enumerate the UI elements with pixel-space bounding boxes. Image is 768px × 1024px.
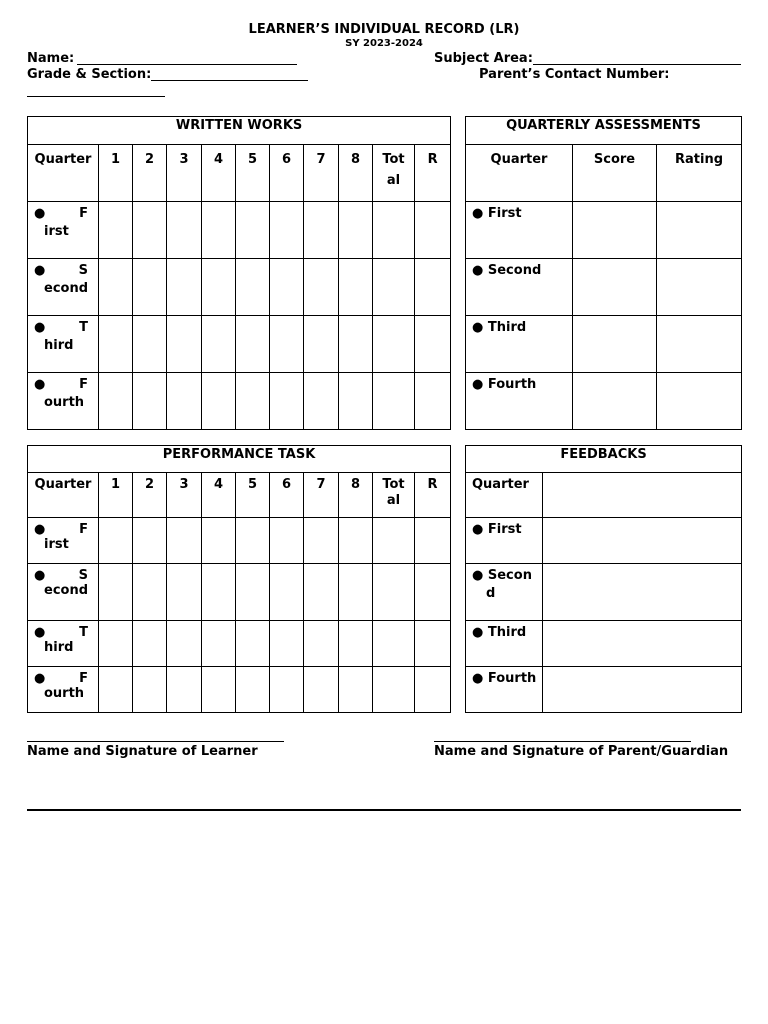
performance-task-table [27, 445, 451, 713]
pt-header-8: 8 [339, 473, 373, 518]
ww-quarter-first: ● F irst [28, 202, 99, 259]
parent-contact-label: Parent’s Contact Number: [479, 67, 670, 82]
ww-header-5: 5 [236, 145, 270, 202]
fb-quarter-second: ● Secon d [466, 564, 543, 621]
pt-header-3: 3 [167, 473, 202, 518]
bullet-icon: ● [34, 625, 46, 640]
name-line [77, 64, 297, 65]
ww-header-6: 6 [270, 145, 304, 202]
pt-header-1: 1 [99, 473, 133, 518]
qa-header-rating: Rating [657, 145, 742, 202]
ww-header-4: 4 [202, 145, 236, 202]
fb-header-quarter: Quarter [466, 473, 543, 518]
learner-signature-label: Name and Signature of Learner [27, 744, 258, 759]
pt-header-6: 6 [270, 473, 304, 518]
qa-header-quarter: Quarter [466, 145, 573, 202]
pt-header-r: R [415, 473, 451, 518]
fb-quarter-third: ● Third [466, 621, 543, 667]
table-row [28, 621, 451, 667]
ww-header-quarter: Quarter [28, 145, 99, 202]
pt-quarter-third: ● T hird [28, 621, 99, 667]
qa-quarter-third: ● Third [466, 316, 573, 373]
pt-quarter-fourth: ● F ourth [28, 667, 99, 713]
bullet-icon: ● [472, 625, 484, 640]
table-row [466, 667, 742, 713]
qa-quarter-second: ● Second [466, 259, 573, 316]
bullet-icon: ● [472, 568, 484, 583]
parent-signature-label: Name and Signature of Parent/Guardian [434, 744, 729, 759]
ww-header-2: 2 [133, 145, 167, 202]
learner-signature-line [27, 741, 284, 742]
feedback-field[interactable] [543, 564, 742, 621]
pt-header-total: Tot al [373, 473, 415, 518]
feedback-field[interactable] [543, 518, 742, 564]
fb-quarter-fourth: ● Fourth [466, 667, 543, 713]
bullet-icon: ● [472, 206, 484, 221]
bullet-icon: ● [472, 671, 484, 686]
grade-section-line [151, 80, 308, 81]
bullet-icon: ● [34, 377, 46, 392]
table-row [466, 373, 742, 430]
pt-header-5: 5 [236, 473, 270, 518]
fb-quarter-first: ● First [466, 518, 543, 564]
bullet-icon: ● [472, 377, 484, 392]
ww-quarter-third: ● T hird [28, 316, 99, 373]
bullet-icon: ● [34, 320, 46, 335]
parent-signature-line [434, 741, 691, 742]
table-row [28, 373, 451, 430]
bullet-icon: ● [472, 263, 484, 278]
bullet-icon: ● [34, 568, 46, 583]
pt-quarter-second: ● S econd [28, 564, 99, 621]
footer-divider [27, 809, 741, 811]
table-row [466, 259, 742, 316]
table-row [28, 316, 451, 373]
table-row [28, 259, 451, 316]
ww-header-8: 8 [339, 145, 373, 202]
table-row [466, 518, 742, 564]
subject-area-label: Subject Area: [434, 51, 533, 66]
parent-contact-line [27, 96, 165, 97]
performance-task-title: PERFORMANCE TASK [28, 446, 451, 473]
feedback-field[interactable] [543, 667, 742, 713]
feedbacks-title: FEEDBACKS [466, 446, 742, 473]
ww-header-r: R [415, 145, 451, 202]
table-row [466, 621, 742, 667]
ww-header-1: 1 [99, 145, 133, 202]
feedback-field[interactable] [543, 621, 742, 667]
bullet-icon: ● [34, 522, 46, 537]
bullet-icon: ● [472, 522, 484, 537]
bullet-icon: ● [34, 263, 46, 278]
table-row [28, 667, 451, 713]
pt-header-quarter: Quarter [28, 473, 99, 518]
pt-header-2: 2 [133, 473, 167, 518]
subject-area-line [533, 64, 741, 65]
written-works-title: WRITTEN WORKS [28, 117, 451, 145]
ww-header-total: Tot al [373, 145, 415, 202]
ww-header-3: 3 [167, 145, 202, 202]
quarterly-assessments-title: QUARTERLY ASSESSMENTS [466, 117, 742, 145]
table-row [28, 202, 451, 259]
qa-quarter-fourth: ● Fourth [466, 373, 573, 430]
bullet-icon: ● [472, 320, 484, 335]
qa-quarter-first: ● First [466, 202, 573, 259]
ww-quarter-second: ● S econd [28, 259, 99, 316]
table-row [28, 564, 451, 621]
ww-quarter-fourth: ● F ourth [28, 373, 99, 430]
grade-section-label: Grade & Section: [27, 67, 152, 82]
pt-header-4: 4 [202, 473, 236, 518]
document-title: LEARNER’S INDIVIDUAL RECORD (LR) [248, 22, 520, 37]
quarterly-assessments-table [465, 116, 742, 430]
table-row [466, 564, 742, 621]
table-row [466, 316, 742, 373]
name-label: Name: [27, 51, 75, 66]
bullet-icon: ● [34, 206, 46, 221]
qa-header-score: Score [573, 145, 657, 202]
pt-header-7: 7 [304, 473, 339, 518]
pt-quarter-first: ● F irst [28, 518, 99, 564]
ww-header-7: 7 [304, 145, 339, 202]
table-row [28, 518, 451, 564]
feedbacks-table [465, 445, 742, 713]
bullet-icon: ● [34, 671, 46, 686]
table-row [466, 202, 742, 259]
written-works-table [27, 116, 451, 430]
school-year: SY 2023-2024 [345, 38, 423, 49]
